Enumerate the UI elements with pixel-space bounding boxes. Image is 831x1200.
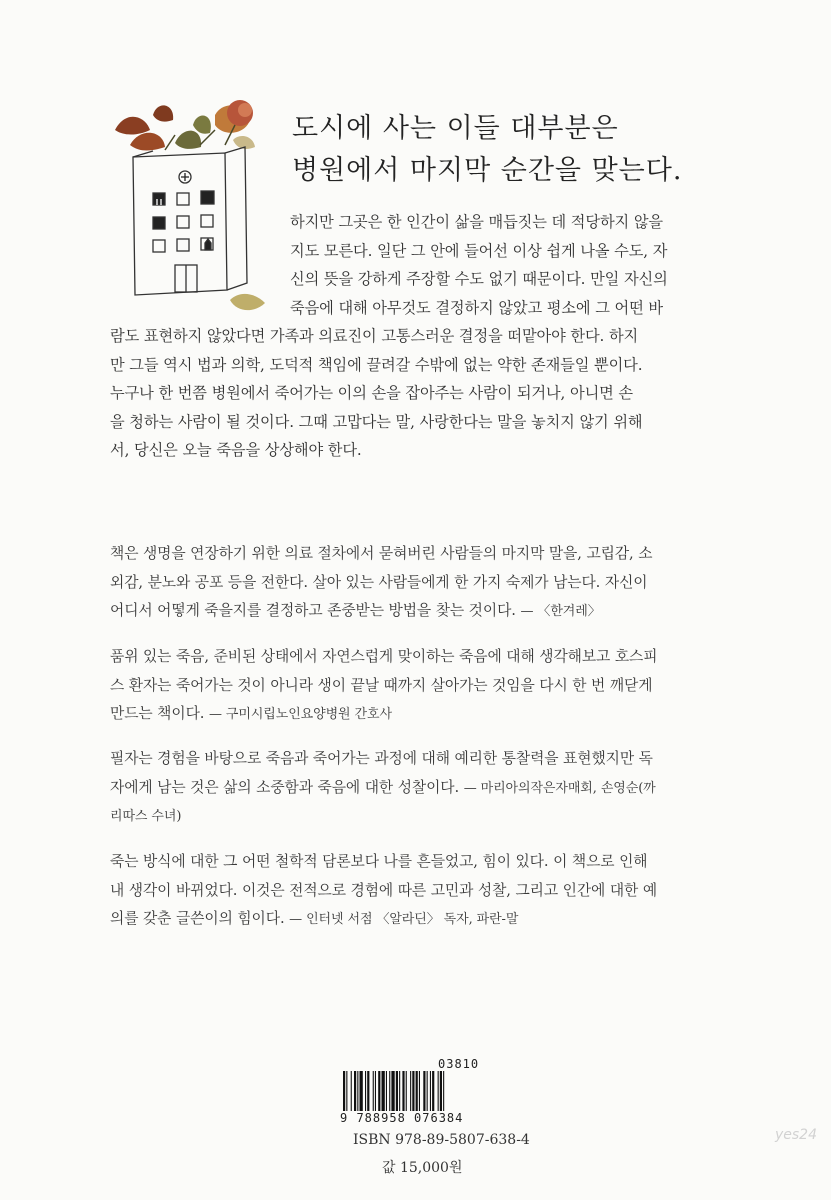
barcode-bar bbox=[354, 1071, 356, 1111]
review-2 bbox=[110, 643, 657, 730]
intro-line: 하지만 그곳은 한 인간이 삶을 매듭짓는 데 적당하지 않을 bbox=[290, 213, 663, 231]
barcode-bar bbox=[357, 1071, 358, 1111]
isbn-number: ISBN 978-89-5807-638-4 bbox=[353, 1132, 530, 1148]
barcode-bar bbox=[419, 1071, 420, 1111]
barcode-bar bbox=[396, 1071, 398, 1111]
review-line: 어디서 어떻게 죽을지를 결정하고 존중받는 방법을 찾는 것이다. bbox=[110, 602, 516, 619]
intro-line: 람도 표현하지 않았다면 가족과 의료진이 고통스러운 결정을 떠맡아야 한다. 하지 bbox=[110, 327, 639, 345]
review-line: 품위 있는 죽음, 준비된 상태에서 자연스럽게 맞이하는 죽음에 대해 생각해보고 호스피 bbox=[110, 648, 658, 665]
barcode-bar bbox=[375, 1071, 376, 1111]
barcode-bar bbox=[443, 1071, 444, 1111]
barcode-bar bbox=[386, 1071, 387, 1111]
barcode-bar bbox=[438, 1071, 439, 1111]
review-source: — 인터넷 서점 〈알라딘〉 독자, 파란-말 bbox=[289, 912, 519, 927]
barcode-digits: 9 788958 076384 bbox=[340, 1111, 464, 1125]
barcode-bar bbox=[416, 1071, 418, 1111]
barcode-bar bbox=[373, 1071, 374, 1111]
intro-line: 죽음에 대해 아무것도 결정하지 않았고 평소에 그 어떤 바 bbox=[290, 298, 663, 317]
barcode-bar bbox=[432, 1071, 434, 1111]
barcode-bar bbox=[430, 1071, 431, 1111]
review-source: — 구미시립노인요양병원 간호사 bbox=[208, 707, 392, 722]
hospital-flowers-illustration bbox=[105, 95, 280, 325]
review-4 bbox=[110, 848, 657, 935]
review-line: 자에게 남는 것은 삶의 소중함과 죽음에 대한 성찰이다. bbox=[110, 778, 460, 796]
review-line: 스 환자는 죽어가는 것이 아니라 생이 끝날 때까지 살아가는 것임을 다시 한 번 깨닫게 bbox=[110, 676, 653, 694]
dried-flowers-icon bbox=[115, 100, 255, 151]
isbn-barcode bbox=[343, 1071, 513, 1111]
intro-line: 누구나 한 번쯤 병원에서 죽어가는 이의 손을 잡아주는 사람이 되거나, 아니면 손 bbox=[110, 384, 634, 402]
review-source-cont: 리따스 수녀) bbox=[110, 809, 182, 824]
intro-line: 신의 뜻을 강하게 주장할 수도 없기 때문이다. 만일 자신의 bbox=[290, 270, 668, 288]
review-line: 외감, 분노와 공포 등을 전한다. 살아 있는 사람들에게 한 가지 숙제가 남는다. 자신이 bbox=[110, 573, 648, 591]
headline-line-2: 병원에서 마지막 순간을 맞는다. bbox=[292, 155, 683, 186]
barcode-bar bbox=[410, 1071, 411, 1111]
review-line: 만드는 책이다. bbox=[110, 705, 205, 722]
barcode-bar bbox=[360, 1071, 363, 1111]
review-line: 의를 갖춘 글쓴이의 힘이다. bbox=[110, 910, 285, 927]
barcode-bar bbox=[391, 1071, 394, 1111]
intro-line: 서, 당신은 오늘 죽음을 상상해야 한다. bbox=[110, 441, 362, 459]
review-line: 내 생각이 바뀌었다. 이것은 전적으로 경험에 따른 고민과 성찰, 그리고 인간에 대한 예 bbox=[110, 881, 658, 899]
review-line: 필자는 경험을 바탕으로 죽음과 죽어가는 과정에 대해 예리한 통찰력을 표현했지만 독 bbox=[110, 750, 653, 767]
barcode-bar bbox=[440, 1071, 442, 1111]
barcode-bar bbox=[389, 1071, 390, 1111]
fallen-leaf-icon bbox=[230, 294, 265, 310]
barcode-bar bbox=[346, 1071, 347, 1111]
hospital-building-icon bbox=[133, 147, 247, 295]
review-line: 책은 생명을 연장하기 위한 의료 절차에서 묻혀버린 사람들의 마지막 말을, 고립감, 소 bbox=[110, 545, 653, 562]
barcode-bar bbox=[402, 1071, 404, 1111]
barcode-bar bbox=[427, 1071, 428, 1111]
intro-line: 만 그들 역시 법과 의학, 도덕적 책임에 끌려갈 수밖에 없는 약한 존재들일 뿐이다. bbox=[110, 355, 643, 374]
review-3 bbox=[110, 745, 656, 832]
barcode-bar bbox=[351, 1071, 352, 1111]
barcode-bar bbox=[367, 1071, 369, 1111]
headline-line-1: 도시에 사는 이들 대부분은 bbox=[292, 113, 619, 144]
review-source: — 〈한겨레〉 bbox=[520, 604, 601, 619]
book-price: 값 15,000원 bbox=[382, 1160, 463, 1176]
headline bbox=[292, 108, 792, 192]
intro-paragraph-top bbox=[290, 208, 668, 322]
barcode-price-code: 03810 bbox=[438, 1057, 480, 1071]
barcode-bar bbox=[423, 1071, 425, 1111]
intro-line: 을 청하는 사람이 될 것이다. 그때 고맙다는 말, 사랑한다는 말을 놓치지 않기 위해 bbox=[110, 412, 643, 431]
review-1 bbox=[110, 540, 652, 627]
review-line: 죽는 방식에 대한 그 어떤 철학적 담론보다 나를 흔들었고, 힘이 있다. 이 책으로 인해 bbox=[110, 853, 648, 870]
barcode-bar bbox=[343, 1071, 345, 1111]
barcode-bar bbox=[382, 1071, 385, 1111]
barcode-bar bbox=[399, 1071, 400, 1111]
barcode-bar bbox=[378, 1071, 380, 1111]
barcode-bar bbox=[412, 1071, 414, 1111]
intro-line: 지도 모른다. 일단 그 안에 들어선 이상 쉽게 나올 수도, 자 bbox=[290, 241, 668, 260]
review-source: — 마리아의작은자매회, 손영순(까 bbox=[463, 780, 656, 796]
watermark: yes24 bbox=[774, 1127, 817, 1143]
intro-paragraph-bottom bbox=[110, 322, 642, 465]
barcode-bar bbox=[406, 1071, 407, 1111]
barcode-bar bbox=[365, 1071, 366, 1111]
